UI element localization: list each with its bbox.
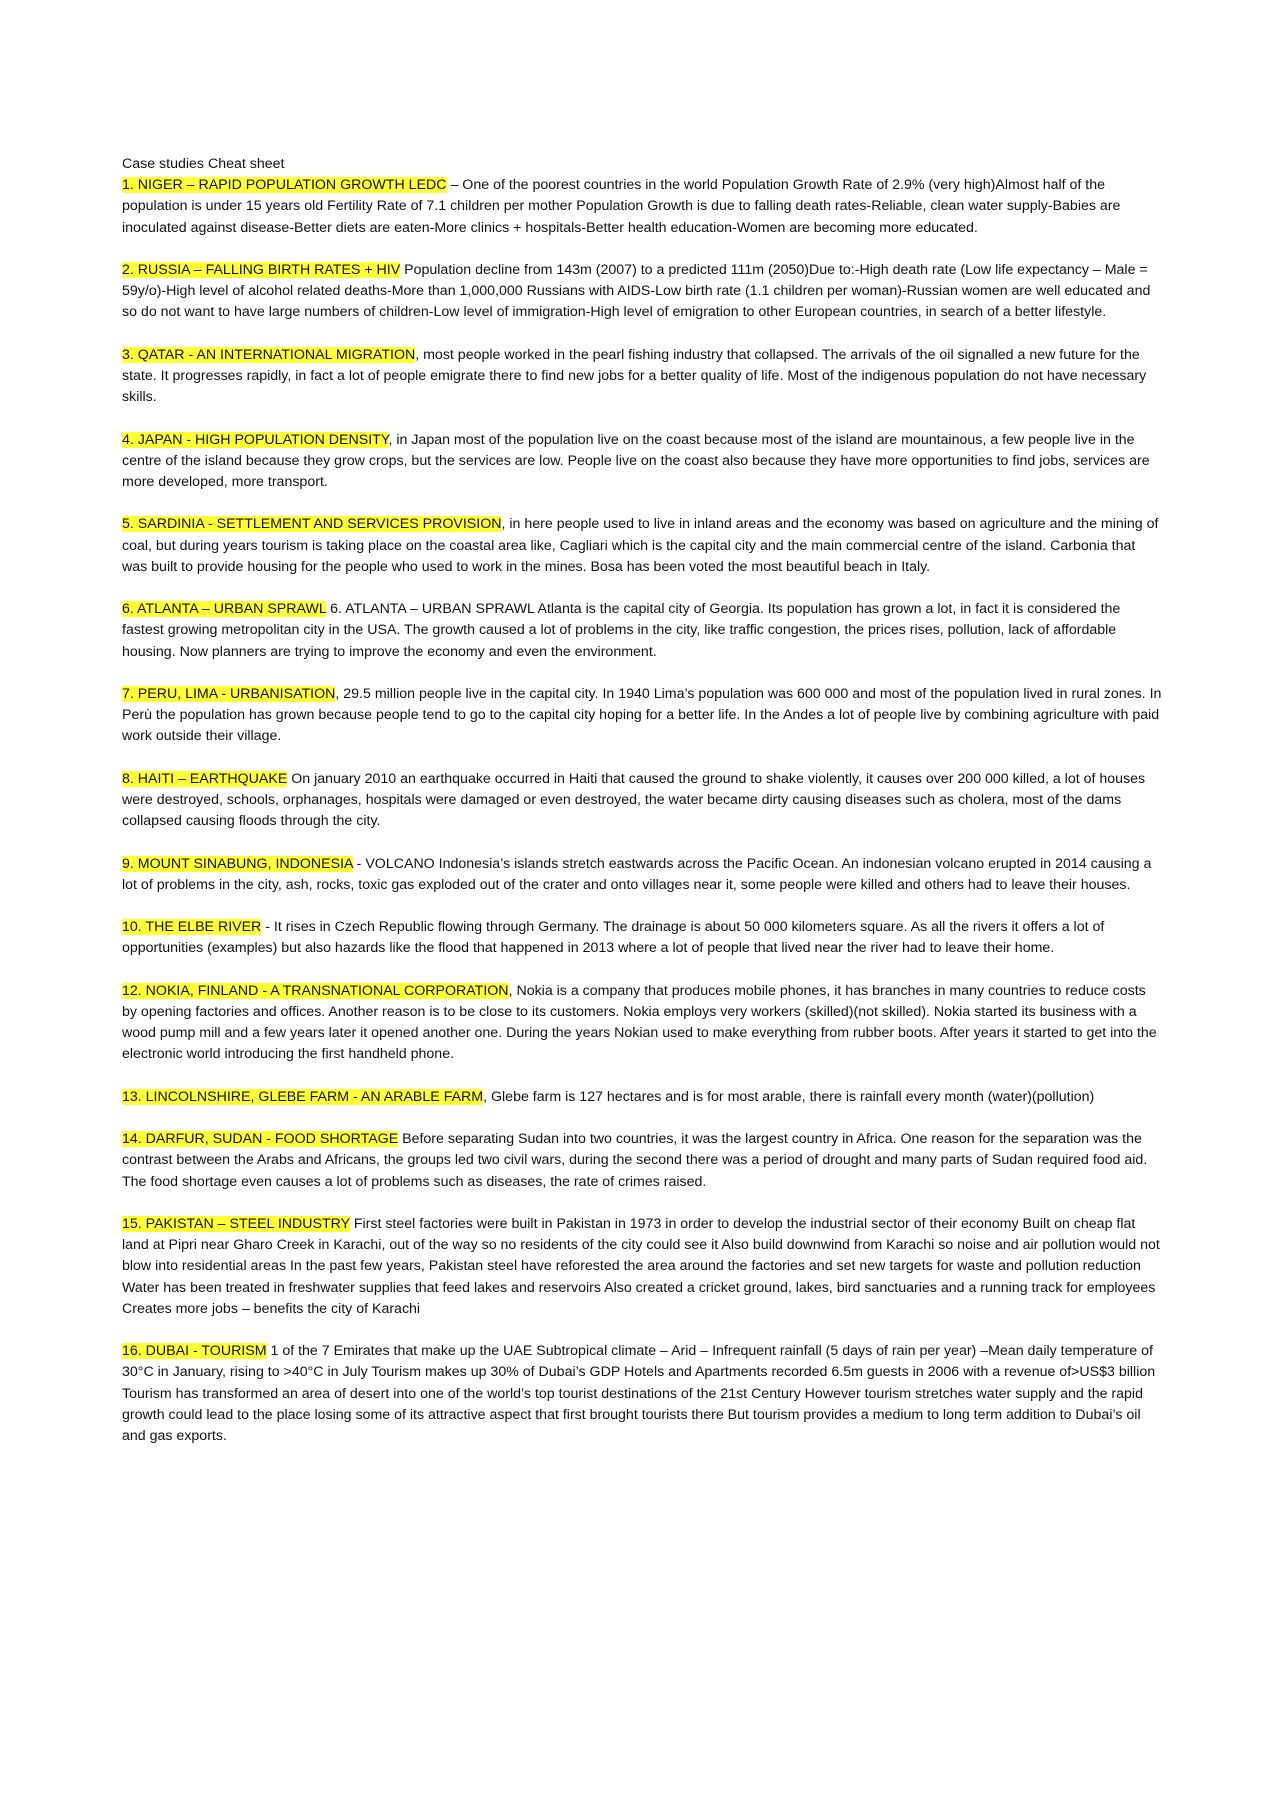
case-text: On january 2010 an earthquake occurred in Haiti that caused the ground to shake violently, it causes over 200 000 killed, a lot of houses were destroyed, schools, orphanages, hospitals were damaged or even destroyed, the water became dirty causing diseases such as cholera, most of the dams collapsed causing floods through the city. (122, 770, 1146, 830)
case-study-2 (122, 260, 1162, 324)
case-study-7 (122, 684, 1162, 748)
case-text: Population decline from 143m (2007) to a predicted 111m (2050)Due to:-High death rate (Low life expectancy – Male = 59y/o)-High level of alcohol related deaths-More than 1,000,000 Russians with AIDS-Low birth rate (1.1 children per woman)-Russian women are well educated and so do not want to have large numbers of children-Low level of immigration-High level of emigration to other European countries, in search of a better lifestyle. (122, 262, 1151, 321)
case-study-5 (122, 514, 1162, 578)
case-text: 1 of the 7 Emirates that make up the UAE Subtropical climate – Arid – Infrequent rainfall (5 days of rain per year) –Mean daily temperature of 30°C in January, rising to >40°C in July Tourism makes up 30% of Dubai’s GDP Hotels and Apartments recorded 6.5m guests in 2006 with a revenue of>US$3 billion Tourism has transformed an area of desert into one of the world’s top tourist destinations of the 21st Century However tourism stretches water supply and the rapid growth could lead to the place losing some of its attractive aspect that first brought tourists there But tourism provides a medium to long term addition to Dubai’s oil and gas exports. (122, 1343, 1156, 1444)
case-study-3 (122, 345, 1162, 409)
case-study-9 (122, 854, 1162, 896)
case-study-16 (122, 1341, 1162, 1447)
case-heading: 12. NOKIA, FINLAND - A TRANSNATIONAL CORPORATION (122, 982, 509, 999)
case-study-4 (122, 430, 1162, 494)
case-study-15 (122, 1214, 1162, 1320)
document-title: Case studies Cheat sheet (122, 156, 285, 172)
case-heading: 9. MOUNT SINABUNG, INDONESIA (122, 855, 353, 872)
case-text: , 29.5 million people live in the capital city. In 1940 Lima’s population was 600 000 and most of the population lived in rural zones. In Perù the population has grown because people tend to go to the capital city hoping for a better life. In the Andes a lot of people live by combining agriculture with paid work outside their village. (122, 685, 1162, 745)
case-text: First steel factories were built in Pakistan in 1973 in order to develop the industrial sector of their economy Built on cheap flat land at Pipri near Gharo Creek in Karachi, out of the way so no residents of the city could see it Also build downwind from Karachi so noise and air pollution would not blow into residential areas In the past few years, Pakistan steel have reforested the area around the factories and set new targets for waste and pollution reduction Water has been treated in freshwater supplies that feed lakes and reservoirs Also created a cricket ground, lakes, bird sanctuaries and a running track for employees Creates more jobs – benefits the city of Karachi (122, 1215, 1160, 1317)
case-study-6 (122, 599, 1162, 663)
case-heading: 13. LINCOLNSHIRE, GLEBE FARM - AN ARABLE FARM (122, 1088, 484, 1105)
case-study-12 (122, 981, 1162, 1066)
case-heading: 10. THE ELBE RIVER (122, 919, 262, 936)
case-heading: 14. DARFUR, SUDAN - FOOD SHORTAGE (122, 1131, 399, 1148)
case-text: , most people worked in the pearl fishing industry that collapsed. The arrivals of the oil signalled a new future for the state. It progresses rapidly, in fact a lot of people emigrate there to find new jobs for a better quality of life. Most of the indigenous population do not have necessary skills. (122, 346, 1147, 406)
case-study-14 (122, 1129, 1162, 1193)
case-heading: 7. PERU, LIMA - URBANISATION (122, 685, 336, 702)
case-text: - It rises in Czech Republic flowing through Germany. The drainage is about 50 000 kilometers square. As all the rivers it offers a lot of opportunities (examples) but also hazards like the flood that happened in 2013 where a lot of people that lived near the river had to leave their home. (122, 919, 1105, 957)
case-heading: 4. JAPAN - HIGH POPULATION DENSITY (122, 431, 389, 448)
case-heading: 2. RUSSIA – FALLING BIRTH RATES + HIV (122, 262, 401, 278)
case-study-10 (122, 917, 1162, 959)
case-study-1 (122, 175, 1162, 239)
case-text: – One of the poorest countries in the world Population Growth Rate of 2.9% (very high)Almost half of the population is under 15 years old Fertility Rate of 7.1 children per mother Population Growth is due to falling death rates-Reliable, clean water supply-Babies are inoculated against disease-Better diets are eaten-More clinics + hospitals-Better health education-Women are becoming more educated. (122, 177, 1121, 236)
case-study-13 (122, 1087, 1162, 1108)
case-heading: 8. HAITI – EARTHQUAKE (122, 770, 288, 787)
case-text: , Glebe farm is 127 hectares and is for most arable, there is rainfall every month (water)(pollution) (483, 1088, 1095, 1105)
case-study-8 (122, 769, 1162, 833)
case-text: , in here people used to live in inland areas and the economy was based on agriculture and the mining of coal, but during years tourism is taking place on the coastal area like, Cagliari which is the capital city and the main commercial centre of the island. Carbonia that was built to provide housing for the people who used to work in the mines. Bosa has been voted the most beautiful beach in Italy. (122, 516, 1159, 575)
case-heading: 16. DUBAI - TOURISM (122, 1343, 267, 1360)
case-text: , in Japan most of the population live on the coast because most of the island are mountainous, a few people live in the centre of the island because they grow crops, but the services are low. People live on the coast also because they have more opportunities to find jobs, services are more developed, more transport. (122, 431, 1150, 490)
case-text: 6. ATLANTA – URBAN SPRAWL Atlanta is the capital city of Georgia. Its population has grown a lot, in fact it is considered the fastest growing metropolitan city in the USA. The growth caused a lot of problems in the city, like traffic congestion, the prices rises, pollution, lack of affordable housing. Now planners are trying to improve the economy and even the environment. (122, 601, 1121, 660)
case-text: - VOLCANO Indonesia’s islands stretch eastwards across the Pacific Ocean. An indonesian volcano erupted in 2014 causing a lot of problems in the city, ash, rocks, toxic gas exploded out of the crater and onto villages near it, some people were killed and others had to leave their houses. (122, 855, 1152, 893)
document-page (122, 154, 1162, 1468)
case-heading: 6. ATLANTA – URBAN SPRAWL (122, 601, 327, 618)
case-text: , Nokia is a company that produces mobile phones, it has branches in many countries to reduce costs by opening factories and offices. Another reason is to be close to its customers. Nokia employs very workers (skilled)(not skilled). Nokia started its business with a wood pump mill and a few years later it opened another one. During the years Nokian used to make everything from rubber boots. After years it started to get into the electronic world introducing the first handheld phone. (122, 982, 1157, 1063)
case-text: Before separating Sudan into two countries, it was the largest country in Africa. One reason for the separation was the contrast between the Arabs and Africans, the groups led two civil wars, during the second there was a period of drought and many parts of Sudan required food aid. The food shortage even causes a lot of problems such as diseases, the rate of crimes raised. (122, 1131, 1148, 1190)
case-heading: 1. NIGER – RAPID POPULATION GROWTH LEDC (122, 177, 447, 194)
case-heading: 3. QATAR - AN INTERNATIONAL MIGRATION (122, 346, 416, 363)
case-heading: 5. SARDINIA - SETTLEMENT AND SERVICES PROVISION (122, 516, 502, 533)
case-heading: 15. PAKISTAN – STEEL INDUSTRY (122, 1215, 350, 1232)
